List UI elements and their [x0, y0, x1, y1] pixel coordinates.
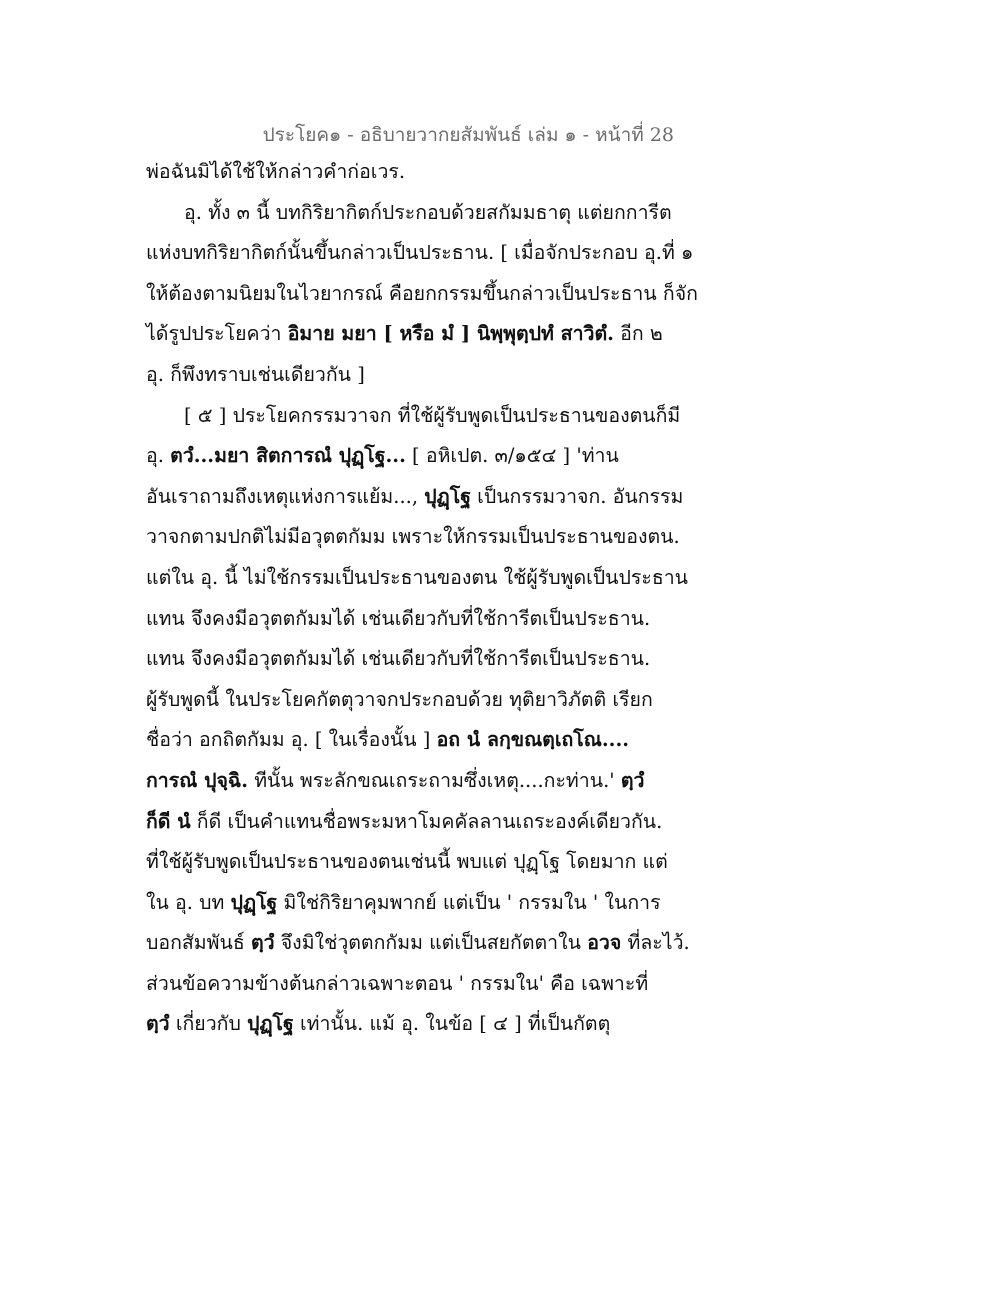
text-segment: อีก ๒ — [613, 322, 663, 346]
text-line — [146, 233, 706, 274]
text-segment: ใน อุ. บท — [146, 890, 231, 914]
text-line — [146, 964, 706, 1005]
text-segment: ให้ต้องตามนิยมในไวยากรณ์ คือยกกรรมขึ้นกล่าวเป็นประธาน ก็จัก — [146, 281, 698, 305]
text-segment: ที่ใช้ผู้รับพูดเป็นประธานของตนเช่นนี้ พบแต่ ปุฏฺโฐ โดยมาก แต่ — [146, 850, 668, 874]
text-segment: เท่านั้น. แม้ อุ. ในข้อ [ ๔ ] ที่เป็นกัตตุ — [293, 1012, 611, 1036]
text-line — [146, 599, 706, 640]
text-segment: อันเราถามถึงเหตุแห่งการแย้ม..., — [146, 484, 425, 508]
text-line — [146, 842, 706, 883]
text-line — [146, 883, 706, 924]
text-segment: เกี่ยวกับ — [169, 1012, 248, 1036]
text-segment: อุ. ก็พึงทราบเช่นเดียวกัน ] — [146, 362, 365, 386]
text-line — [146, 802, 706, 843]
bold-pali-term: ปุฏฺโฐ — [230, 890, 278, 914]
bold-pali-term: ปุฏฺโฐ — [424, 484, 471, 508]
running-header: ประโยค๑ - อธิบายวากยสัมพันธ์ เล่ม ๑ - หน้าที่ 28 — [262, 124, 674, 146]
text-segment: ผู้รับพูดนี้ ในประโยคกัตตุวาจกประกอบด้วย ทุติยาวิภัตติ เรียก — [146, 687, 653, 711]
text-segment: บอกสัมพันธ์ — [146, 931, 251, 955]
text-line — [146, 274, 706, 315]
bold-pali-term: ตฺวํ — [146, 1012, 170, 1036]
text-segment: [ ๕ ] ประโยคกรรมวาจก ที่ใช้ผู้รับพูดเป็นประธานของตนก็มี — [184, 403, 681, 427]
bold-pali-term: การณํ ปุจฺฉิ. — [146, 768, 248, 792]
text-segment: มิใช่กิริยาคุมพากย์ แต่เป็น ' กรรมใน ' ในการ — [277, 890, 661, 914]
text-line — [146, 558, 706, 599]
body-text — [146, 152, 706, 1045]
text-line — [146, 152, 706, 193]
bold-pali-term: ตฺวํ — [620, 768, 645, 792]
text-line — [146, 396, 706, 437]
text-segment: แต่ใน อุ. นี้ ไม่ใช้กรรมเป็นประธานของตน ใช้ผู้รับพูดเป็นประธาน — [146, 565, 689, 589]
text-segment: อุ. — [146, 444, 171, 468]
text-segment: แทน จึงคงมีอวุตตกัมมได้ เช่นเดียวกับที่ใช้การีตเป็นประธาน. — [146, 606, 651, 630]
text-line — [146, 923, 706, 964]
bold-pali-term: ก็ดี นํ — [146, 809, 191, 833]
text-line — [146, 477, 706, 518]
text-line — [146, 436, 706, 477]
text-line — [146, 639, 706, 680]
text-segment: เป็นกรรมวาจก. อันกรรม — [470, 484, 684, 508]
bold-pali-term: อถ นํ ลกฺขณตฺเถโณ.... — [436, 728, 630, 752]
bold-pali-term: อวจ — [587, 931, 622, 955]
bold-pali-term: ตวํ...มยา สิตการณํ ปุฏฺโฐ... — [170, 444, 406, 468]
text-segment: ชื่อว่า อกถิตกัมม อุ. [ ในเรื่องนั้น ] — [146, 728, 437, 752]
text-segment: ส่วนข้อความข้างต้นกล่าวเฉพาะตอน ' กรรมใน' คือ เฉพาะที่ — [146, 971, 649, 995]
bold-pali-term: อิมาย มยา [ หรือ มํ ] นิพฺพุตฺปทํ สาวิตํ. — [287, 322, 614, 346]
text-segment: แห่งบทกิริยากิตก์นั้นขึ้นกล่าวเป็นประธาน. [ เมื่อจักประกอบ อุ.ที่ ๑ — [146, 241, 694, 265]
text-segment: จึงมิใช่วุตตกกัมม แต่เป็นสยกัตตาใน — [274, 931, 588, 955]
text-segment: วาจกตามปกติไม่มีอวุตตกัมม เพราะให้กรรมเป็นประธานของตน. — [146, 525, 680, 549]
text-segment: อุ. ทั้ง ๓ นี้ บทกิริยากิตก์ประกอบด้วยสกัมมธาตุ แต่ยกการีต — [184, 200, 672, 224]
bold-pali-term: ตฺวํ — [250, 931, 275, 955]
text-line — [146, 680, 706, 721]
text-segment: [ อหิเปต. ๓/๑๕๔ ] 'ท่าน — [405, 444, 619, 468]
text-line — [146, 314, 706, 355]
text-segment: แทน จึงคงมีอวุตตกัมมได้ เช่นเดียวกับที่ใช้การีตเป็นประธาน. — [146, 647, 651, 671]
bold-pali-term: ปุฏฺโฐ — [247, 1012, 294, 1036]
text-segment: พ่อฉันมิได้ใช้ให้กล่าวคำก่อเวร. — [146, 160, 406, 183]
text-segment: ได้รูปประโยคว่า — [146, 322, 288, 346]
text-line — [146, 720, 706, 761]
text-segment: ทีนั้น พระลักขณเถระถามซึ่งเหตุ....กะท่าน.' — [248, 768, 621, 792]
text-line — [146, 1004, 706, 1045]
text-line — [146, 193, 706, 234]
text-segment: ก็ดี เป็นคำแทนชื่อพระมหาโมคคัลลานเถระองค์เดียวกัน. — [190, 809, 663, 833]
text-segment: ที่ละไว้. — [621, 931, 690, 955]
text-line — [146, 761, 706, 802]
text-line — [146, 355, 706, 396]
text-line — [146, 517, 706, 558]
